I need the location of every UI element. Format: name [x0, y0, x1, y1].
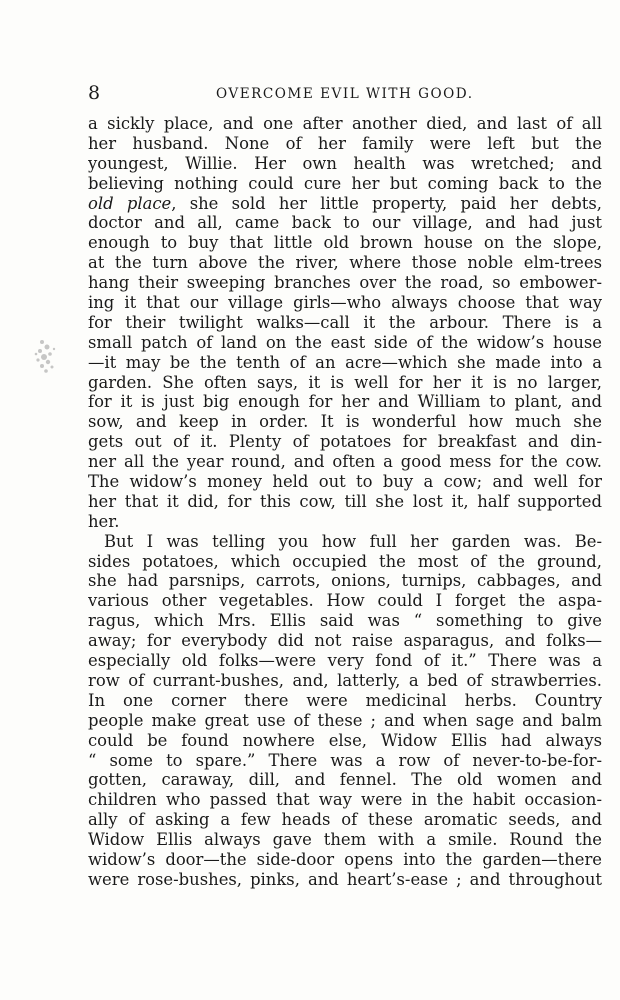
italic-phrase: old place [88, 193, 172, 213]
text-line: sides potatoes, which occupied the most of the ground, [88, 551, 602, 571]
text-line: people make great use of these ; and when sage and balm [88, 710, 602, 730]
text-line: various other vegetables. How could I forget the aspa- [88, 591, 602, 611]
text-line: doctor and all, came back to our village, and had just [88, 213, 602, 233]
text-line: The widow’s money held out to buy a cow; and well for [88, 472, 602, 492]
text-line: youngest, Willie. Her own health was wretched; and [88, 153, 602, 173]
text-line: ally of asking a few heads of these aromatic seeds, and [88, 810, 602, 830]
text-line: for it is just big enough for her and William to plant, and [88, 392, 602, 412]
page-number: 8 [88, 82, 101, 104]
text-line: ragus, which Mrs. Ellis said was “ something to give [88, 611, 602, 631]
text-line: away; for everybody did not raise asparagus, and folks— [88, 631, 602, 651]
text-line: But I was telling you how full her garden was. Be- [104, 531, 602, 551]
running-title: OVERCOME EVIL WITH GOOD. [216, 86, 474, 102]
text-line: for their twilight walks—call it the arbour. There is a [88, 312, 602, 332]
body-text [88, 114, 602, 890]
text-line: were rose-bushes, pinks, and heart’s-ease ; and throughout [88, 869, 602, 889]
text-line: could be found nowhere else, Widow Ellis had always [88, 730, 602, 750]
text-line: her. [88, 511, 120, 531]
text-line: “ some to spare.” There was a row of never-to-be-for- [88, 750, 602, 770]
text-line: especially old folks—were very fond of it.” There was a [88, 651, 602, 671]
text-line: hang their sweeping branches over the road, so embower- [88, 273, 602, 293]
text-line: her husband. None of her family were left but the [88, 133, 602, 153]
text-line: gotten, caraway, dill, and fennel. The old women and [88, 770, 602, 790]
text-line-with-italic [88, 194, 602, 214]
text-line: —it may be the tenth of an acre—which she made into a [88, 352, 602, 372]
text-line: Widow Ellis always gave them with a smile. Round the [88, 830, 602, 850]
text-line: ner all the year round, and often a good mess for the cow. [88, 452, 602, 472]
text-line: sow, and keep in order. It is wonderful how much she [88, 412, 602, 432]
text-line-rest: , she sold her little property, paid her debts, [171, 193, 602, 213]
text-line: she had parsnips, carrots, onions, turnips, cabbages, and [88, 571, 602, 591]
text-line: small patch of land on the east side of the widow’s house [88, 332, 602, 352]
running-head [88, 80, 608, 106]
ink-smudge [28, 334, 62, 380]
text-line: row of currant-bushes, and, latterly, a bed of strawberries. [88, 670, 602, 690]
text-line: children who passed that way were in the habit occasion- [88, 790, 602, 810]
text-line: enough to buy that little old brown house on the slope, [88, 233, 602, 253]
text-line: believing nothing could cure her but coming back to the [88, 173, 602, 193]
text-line: gets out of it. Plenty of potatoes for breakfast and din- [88, 432, 602, 452]
text-line: garden. She often says, it is well for her it is no larger, [88, 372, 602, 392]
text-line: widow’s door—the side-door opens into the garden—there [88, 849, 602, 869]
text-line: at the turn above the river, where those noble elm-trees [88, 253, 602, 273]
text-line: a sickly place, and one after another died, and last of all [88, 114, 602, 133]
text-line: ing it that our village girls—who always choose that way [88, 293, 602, 313]
text-line: her that it did, for this cow, till she lost it, half supported [88, 491, 602, 511]
text-line: In one corner there were medicinal herbs. Country [88, 690, 602, 710]
